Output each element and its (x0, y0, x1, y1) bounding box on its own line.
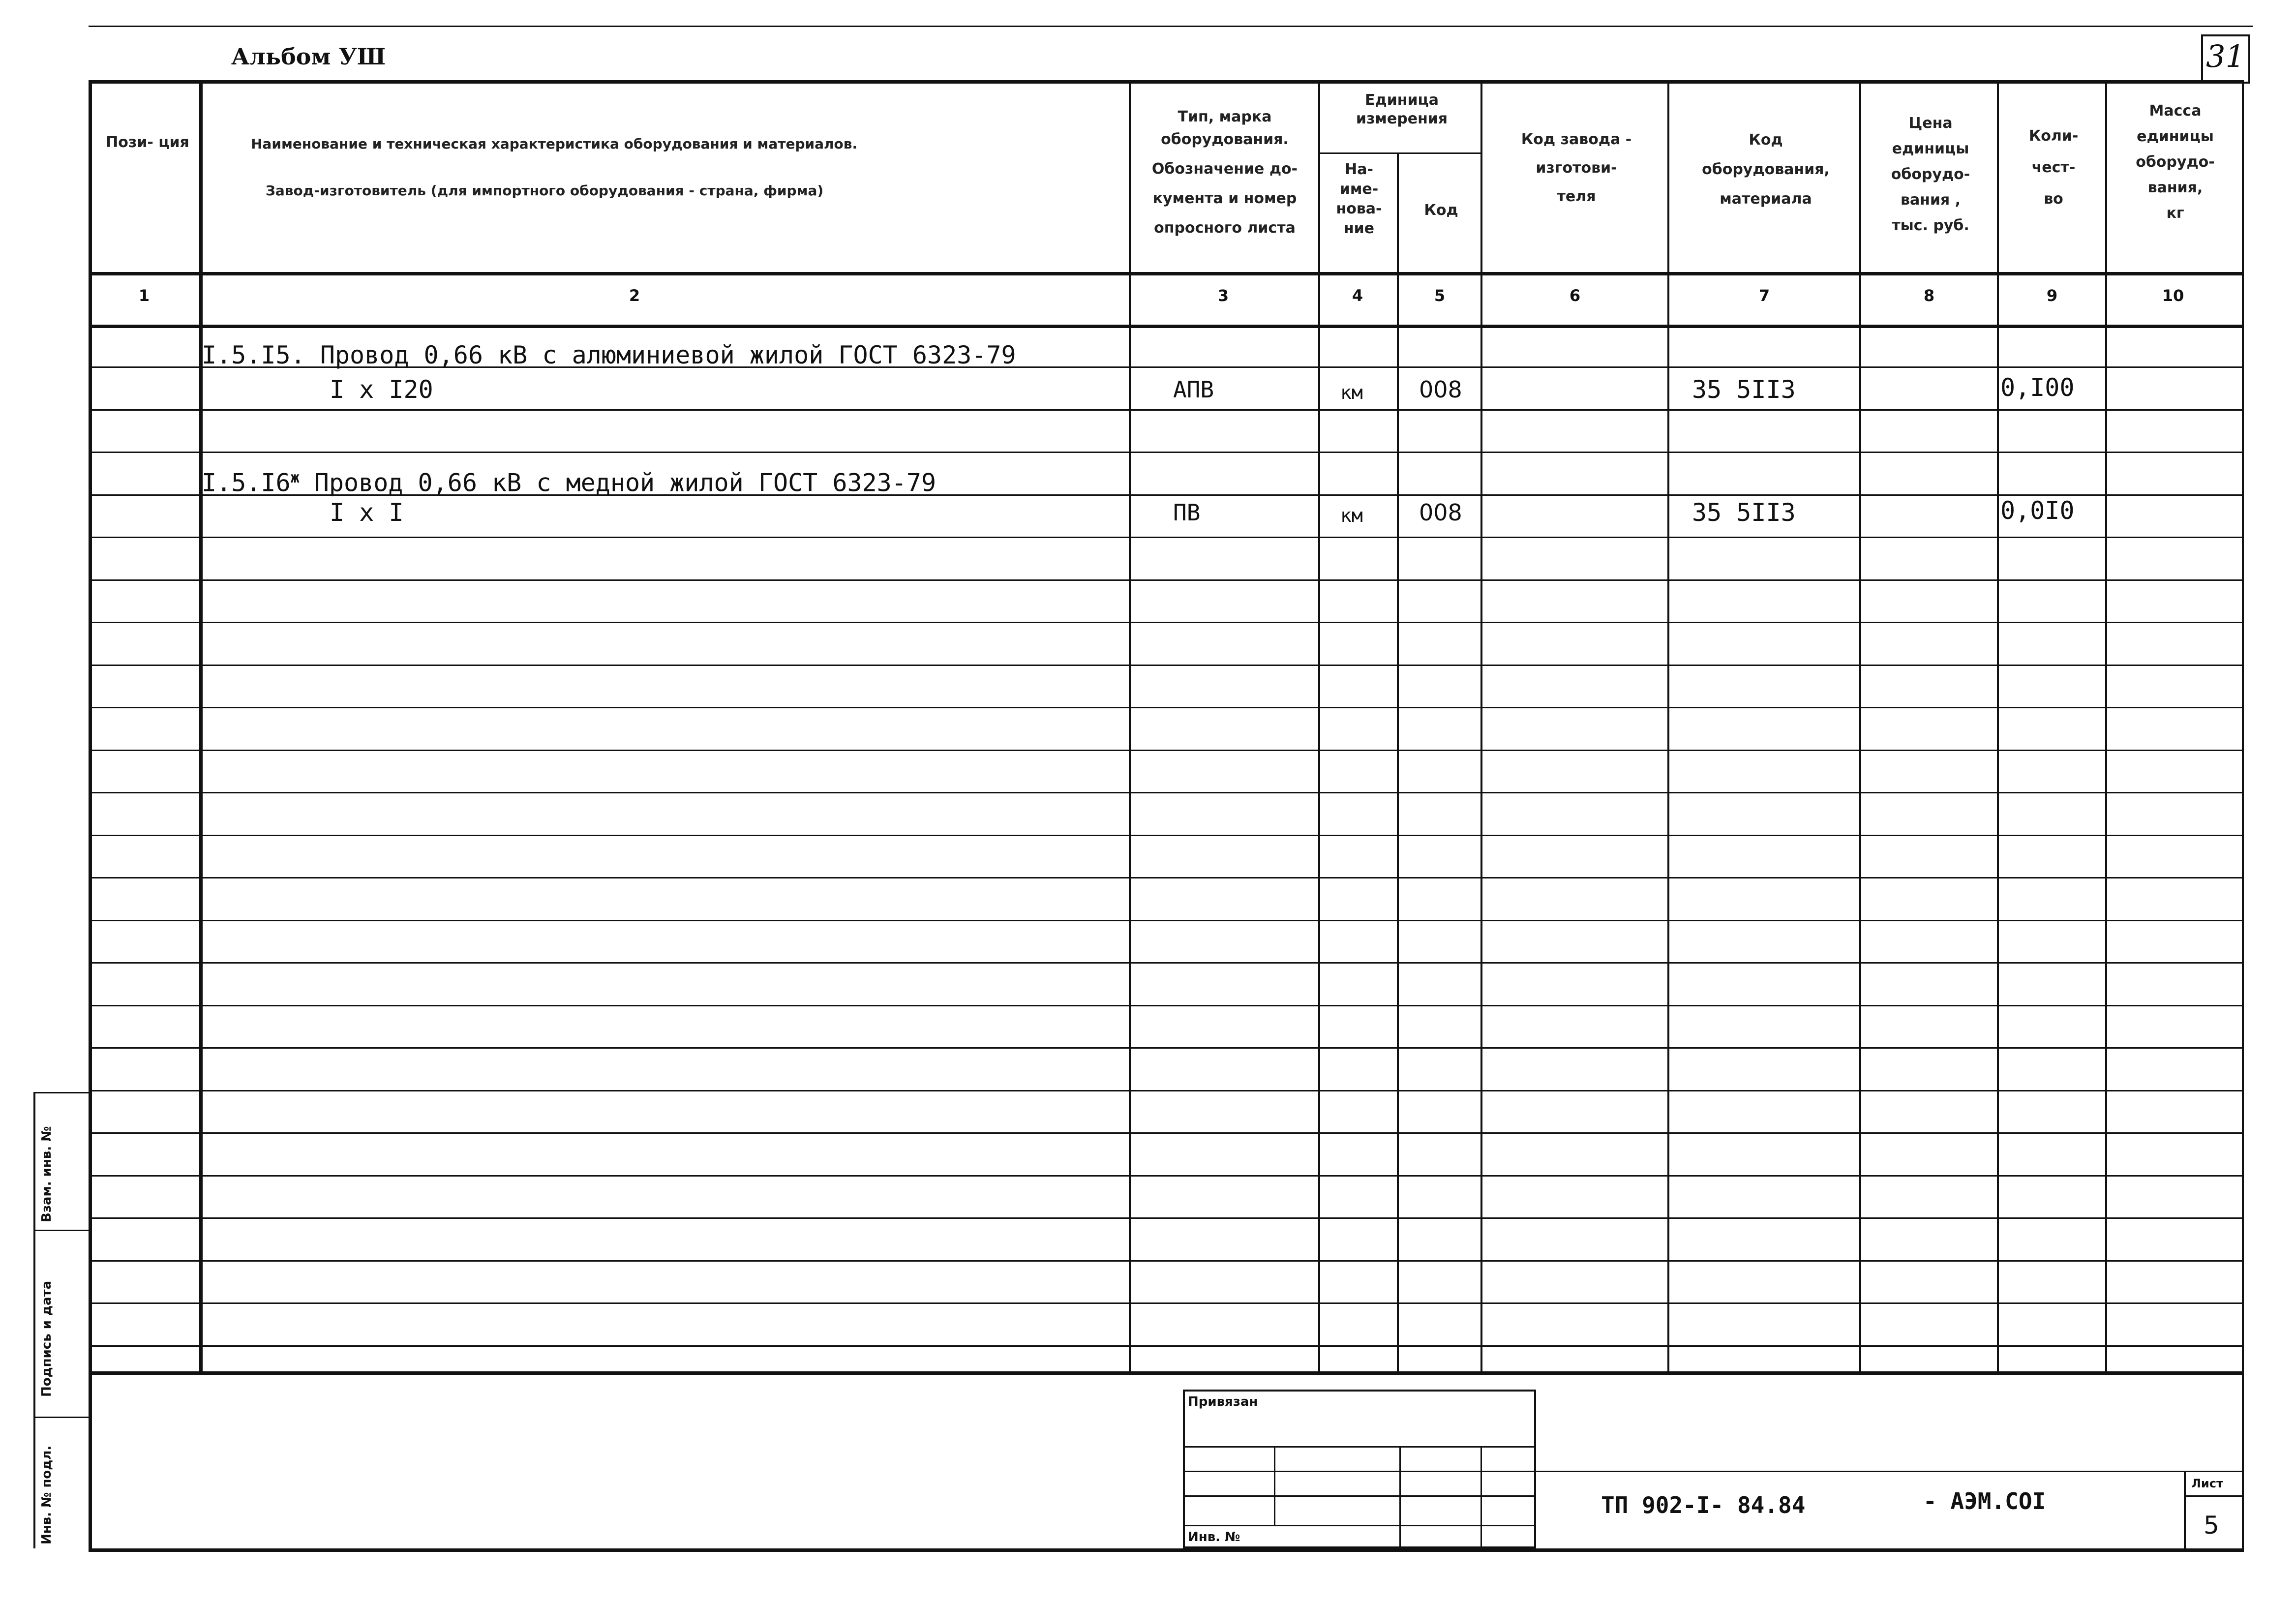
sheet-label: Лист (2191, 1477, 2223, 1490)
header-equipment-code: Код оборудования, материала (1702, 131, 1830, 208)
column-number: 1 (138, 286, 150, 305)
header-name-line2: Завод-изготовитель (для импортного оборудования - страна, фирма) (266, 182, 824, 199)
inv-label: Инв. № (1188, 1530, 1240, 1544)
row-rule (89, 622, 2242, 623)
item-quantity: 0,0I0 (2000, 496, 2075, 525)
row-rule (89, 1005, 2242, 1006)
header-quantity: Коли- чест- во (2028, 127, 2079, 208)
column-number: 7 (1758, 286, 1770, 305)
item-spec: I x I (330, 498, 404, 527)
item-unit: км (1340, 382, 1363, 403)
row-rule (89, 1260, 2242, 1262)
row-rule (89, 1132, 2242, 1134)
row-rule (89, 1047, 2242, 1049)
column-number: 5 (1434, 286, 1446, 305)
document-suffix: - АЭМ.СОI (1923, 1488, 2046, 1514)
header-mass: Масса единицы оборудо- вания, кг (2136, 102, 2215, 222)
header-price: Цена единицы оборудо- вания , тыс. руб. (1891, 115, 1970, 234)
row-rule (89, 962, 2242, 964)
row-rule (89, 920, 2242, 921)
row-rule (89, 452, 2242, 453)
header-unit-group: Единица измерения (1356, 91, 1448, 127)
header-unit-code: Код (1424, 202, 1458, 219)
column-number: 8 (1923, 286, 1935, 305)
header-name-line1: Наименование и техническая характеристика оборудования и материалов. (251, 136, 858, 152)
linked-label: Привязан (1188, 1394, 1258, 1409)
row-rule (89, 707, 2242, 708)
row-rule (89, 537, 2242, 538)
item-spec: I x I20 (330, 375, 433, 404)
item-quantity: 0,I00 (2000, 373, 2075, 402)
side-label-vzam-inv: Взам. инв. № (39, 1126, 54, 1222)
item-title: I.5.I5. Провод 0,66 кВ с алюминиевой жилой ГОСТ 6323-79 (202, 341, 1016, 369)
item-unit-code: 008 (1419, 376, 1462, 403)
row-rule (89, 1302, 2242, 1304)
item-type: ПВ (1173, 499, 1201, 526)
row-rule (89, 409, 2242, 411)
row-rule (89, 1090, 2242, 1091)
row-rule (89, 792, 2242, 793)
header-manufacturer-code: Код завода - изготови- теля (1521, 131, 1632, 205)
side-label-podpis-data: Подпись и дата (39, 1280, 54, 1397)
row-rule (89, 1175, 2242, 1177)
row-rule (89, 750, 2242, 751)
column-number: 10 (2162, 286, 2184, 305)
page-number: 31 (2206, 38, 2245, 74)
document-code: ТП 902-I- 84.84 (1601, 1492, 1806, 1518)
column-number: 6 (1569, 286, 1581, 305)
column-number: 4 (1352, 286, 1363, 305)
column-number: 9 (2046, 286, 2058, 305)
header-unit-name: На- име- нова- ние (1336, 161, 1382, 237)
row-rule (89, 877, 2242, 878)
row-rule (89, 835, 2242, 836)
header-type: Тип, марка оборудования. Обозначение до- кумента и номер опросного листа (1151, 108, 1298, 237)
album-label: Альбом УШ (231, 43, 386, 70)
item-type: АПВ (1173, 376, 1214, 403)
row-rule (89, 1217, 2242, 1219)
item-equipment-code: 35 5II3 (1692, 498, 1796, 527)
item-equipment-code: 35 5II3 (1692, 375, 1796, 404)
row-rule (89, 1345, 2242, 1347)
column-number: 3 (1217, 286, 1229, 305)
row-rule (89, 665, 2242, 666)
column-number: 2 (629, 286, 640, 305)
row-rule (89, 579, 2242, 581)
item-title: $I.5.I6^ж$ Провод 0,66 кВ с медной жилой ГОСТ 6323-79 (202, 468, 937, 497)
item-unit-code: 008 (1419, 499, 1462, 526)
side-label-inv-podl: Инв. № подл. (39, 1445, 54, 1544)
sheet-number: 5 (2204, 1511, 2219, 1540)
item-unit: км (1340, 505, 1363, 526)
header-position: Пози- ция (106, 134, 189, 151)
